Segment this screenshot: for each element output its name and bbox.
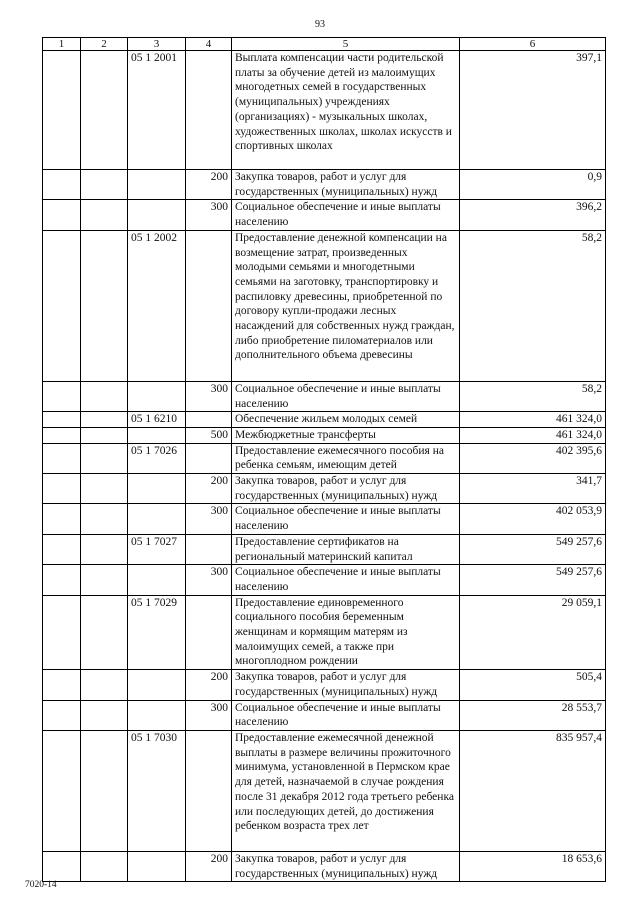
target-article-code — [128, 427, 186, 443]
table-row — [43, 443, 606, 473]
amount-value: 835 957,4 — [460, 730, 606, 851]
table-row — [43, 427, 606, 443]
item-description: Социальное обеспечение и иные выплаты населению — [232, 504, 460, 534]
table-row — [43, 700, 606, 730]
table-row — [43, 851, 606, 881]
expense-type-code: 300 — [186, 381, 232, 411]
table-row — [43, 170, 606, 200]
cell-col1 — [43, 700, 81, 730]
target-article-code: 05 1 2001 — [128, 51, 186, 170]
amount-value: 549 257,6 — [460, 565, 606, 595]
document-code: 7020-14 — [25, 880, 57, 890]
amount-value: 461 324,0 — [460, 412, 606, 428]
cell-col2 — [81, 534, 128, 564]
cell-col1 — [43, 170, 81, 200]
cell-col1 — [43, 474, 81, 504]
target-article-code — [128, 170, 186, 200]
cell-col1 — [43, 851, 81, 881]
target-article-code — [128, 504, 186, 534]
cell-col2 — [81, 200, 128, 230]
cell-col2 — [81, 230, 128, 381]
amount-value: 461 324,0 — [460, 427, 606, 443]
item-description: Предоставление ежемесячной денежной выплаты в размере величины прожиточного минимума, установленной в Пермском крае для детей, назначаемой в случае рождения после 31 декабря 2012 года третьего ребенка или последующих детей, до достижения ребенком возраста трех лет — [232, 730, 460, 851]
target-article-code: 05 1 2002 — [128, 230, 186, 381]
table-row — [43, 230, 606, 381]
target-article-code — [128, 200, 186, 230]
amount-value: 402 053,9 — [460, 504, 606, 534]
table-row — [43, 381, 606, 411]
amount-value: 18 653,6 — [460, 851, 606, 881]
item-description: Закупка товаров, работ и услуг для государственных (муниципальных) нужд — [232, 170, 460, 200]
table-row — [43, 730, 606, 851]
target-article-code: 05 1 6210 — [128, 412, 186, 428]
item-description: Предоставление ежемесячного пособия на ребенка семьям, имеющим детей — [232, 443, 460, 473]
expense-type-code: 300 — [186, 700, 232, 730]
table-row — [43, 412, 606, 428]
column-header: 2 — [81, 38, 128, 51]
cell-col2 — [81, 595, 128, 670]
expense-type-code: 500 — [186, 427, 232, 443]
target-article-code: 05 1 7027 — [128, 534, 186, 564]
amount-value: 396,2 — [460, 200, 606, 230]
cell-col1 — [43, 230, 81, 381]
cell-col2 — [81, 170, 128, 200]
expense-type-code: 200 — [186, 670, 232, 700]
expense-type-code — [186, 595, 232, 670]
target-article-code — [128, 474, 186, 504]
cell-col2 — [81, 443, 128, 473]
expense-type-code: 200 — [186, 851, 232, 881]
expense-type-code — [186, 443, 232, 473]
target-article-code — [128, 670, 186, 700]
cell-col2 — [81, 504, 128, 534]
cell-col1 — [43, 412, 81, 428]
expense-type-code: 300 — [186, 504, 232, 534]
amount-value: 29 059,1 — [460, 595, 606, 670]
expense-type-code — [186, 230, 232, 381]
column-header: 5 — [232, 38, 460, 51]
target-article-code: 05 1 7026 — [128, 443, 186, 473]
amount-value: 0,9 — [460, 170, 606, 200]
expense-type-code: 200 — [186, 170, 232, 200]
cell-col1 — [43, 730, 81, 851]
amount-value: 505,4 — [460, 670, 606, 700]
table-row — [43, 51, 606, 170]
cell-col2 — [81, 412, 128, 428]
amount-value: 341,7 — [460, 474, 606, 504]
cell-col2 — [81, 427, 128, 443]
expense-type-code: 200 — [186, 474, 232, 504]
cell-col2 — [81, 851, 128, 881]
expense-type-code: 300 — [186, 200, 232, 230]
column-header: 3 — [128, 38, 186, 51]
expense-type-code: 300 — [186, 565, 232, 595]
item-description: Социальное обеспечение и иные выплаты населению — [232, 565, 460, 595]
amount-value: 402 395,6 — [460, 443, 606, 473]
amount-value: 397,1 — [460, 51, 606, 170]
cell-col2 — [81, 700, 128, 730]
item-description: Социальное обеспечение и иные выплаты населению — [232, 200, 460, 230]
amount-value: 28 553,7 — [460, 700, 606, 730]
target-article-code — [128, 565, 186, 595]
cell-col1 — [43, 51, 81, 170]
item-description: Закупка товаров, работ и услуг для государственных (муниципальных) нужд — [232, 670, 460, 700]
cell-col1 — [43, 534, 81, 564]
cell-col2 — [81, 474, 128, 504]
table-row — [43, 565, 606, 595]
cell-col1 — [43, 381, 81, 411]
item-description: Социальное обеспечение и иные выплаты населению — [232, 700, 460, 730]
amount-value: 549 257,6 — [460, 534, 606, 564]
cell-col1 — [43, 504, 81, 534]
expense-type-code — [186, 534, 232, 564]
item-description: Выплата компенсации части родительской платы за обучение детей из малоимущих многодетных семей в государственных (муниципальных) учреждениях (организациях) - музыкальных школах, художественных школах, школах искусств и спортивных школах — [232, 51, 460, 170]
column-header: 4 — [186, 38, 232, 51]
target-article-code — [128, 700, 186, 730]
table-row — [43, 595, 606, 670]
cell-col2 — [81, 51, 128, 170]
item-description: Межбюджетные трансферты — [232, 427, 460, 443]
table-row — [43, 474, 606, 504]
target-article-code — [128, 381, 186, 411]
amount-value: 58,2 — [460, 230, 606, 381]
table-row — [43, 670, 606, 700]
cell-col2 — [81, 730, 128, 851]
cell-col2 — [81, 670, 128, 700]
item-description: Предоставление денежной компенсации на возмещение затрат, произведенных молодыми семьями и многодетными семьями на заготовку, транспортировку и распиловку древесины, приобретенной по договору купли-продажи лесных насаждений для собственных нужд граждан, либо приобретение пиломатериалов или дополнительного объема древесины — [232, 230, 460, 381]
header-row — [43, 38, 606, 51]
cell-col1 — [43, 200, 81, 230]
table-row — [43, 504, 606, 534]
cell-col2 — [81, 565, 128, 595]
cell-col1 — [43, 427, 81, 443]
target-article-code: 05 1 7030 — [128, 730, 186, 851]
table-row — [43, 534, 606, 564]
expense-type-code — [186, 51, 232, 170]
target-article-code: 05 1 7029 — [128, 595, 186, 670]
item-description: Закупка товаров, работ и услуг для государственных (муниципальных) нужд — [232, 474, 460, 504]
cell-col2 — [81, 381, 128, 411]
item-description: Социальное обеспечение и иные выплаты населению — [232, 381, 460, 411]
table-row — [43, 200, 606, 230]
page-number: 93 — [315, 19, 325, 30]
item-description: Обеспечение жильем молодых семей — [232, 412, 460, 428]
column-header: 1 — [43, 38, 81, 51]
cell-col1 — [43, 565, 81, 595]
budget-table — [42, 37, 606, 882]
amount-value: 58,2 — [460, 381, 606, 411]
item-description: Закупка товаров, работ и услуг для государственных (муниципальных) нужд — [232, 851, 460, 881]
cell-col1 — [43, 670, 81, 700]
target-article-code — [128, 851, 186, 881]
cell-col1 — [43, 443, 81, 473]
expense-type-code — [186, 412, 232, 428]
cell-col1 — [43, 595, 81, 670]
item-description: Предоставление единовременного социального пособия беременным женщинам и кормящим матерям из малоимущих семей, а также при многоплодном рождении — [232, 595, 460, 670]
expense-type-code — [186, 730, 232, 851]
item-description: Предоставление сертификатов на региональный материнский капитал — [232, 534, 460, 564]
column-header: 6 — [460, 38, 606, 51]
